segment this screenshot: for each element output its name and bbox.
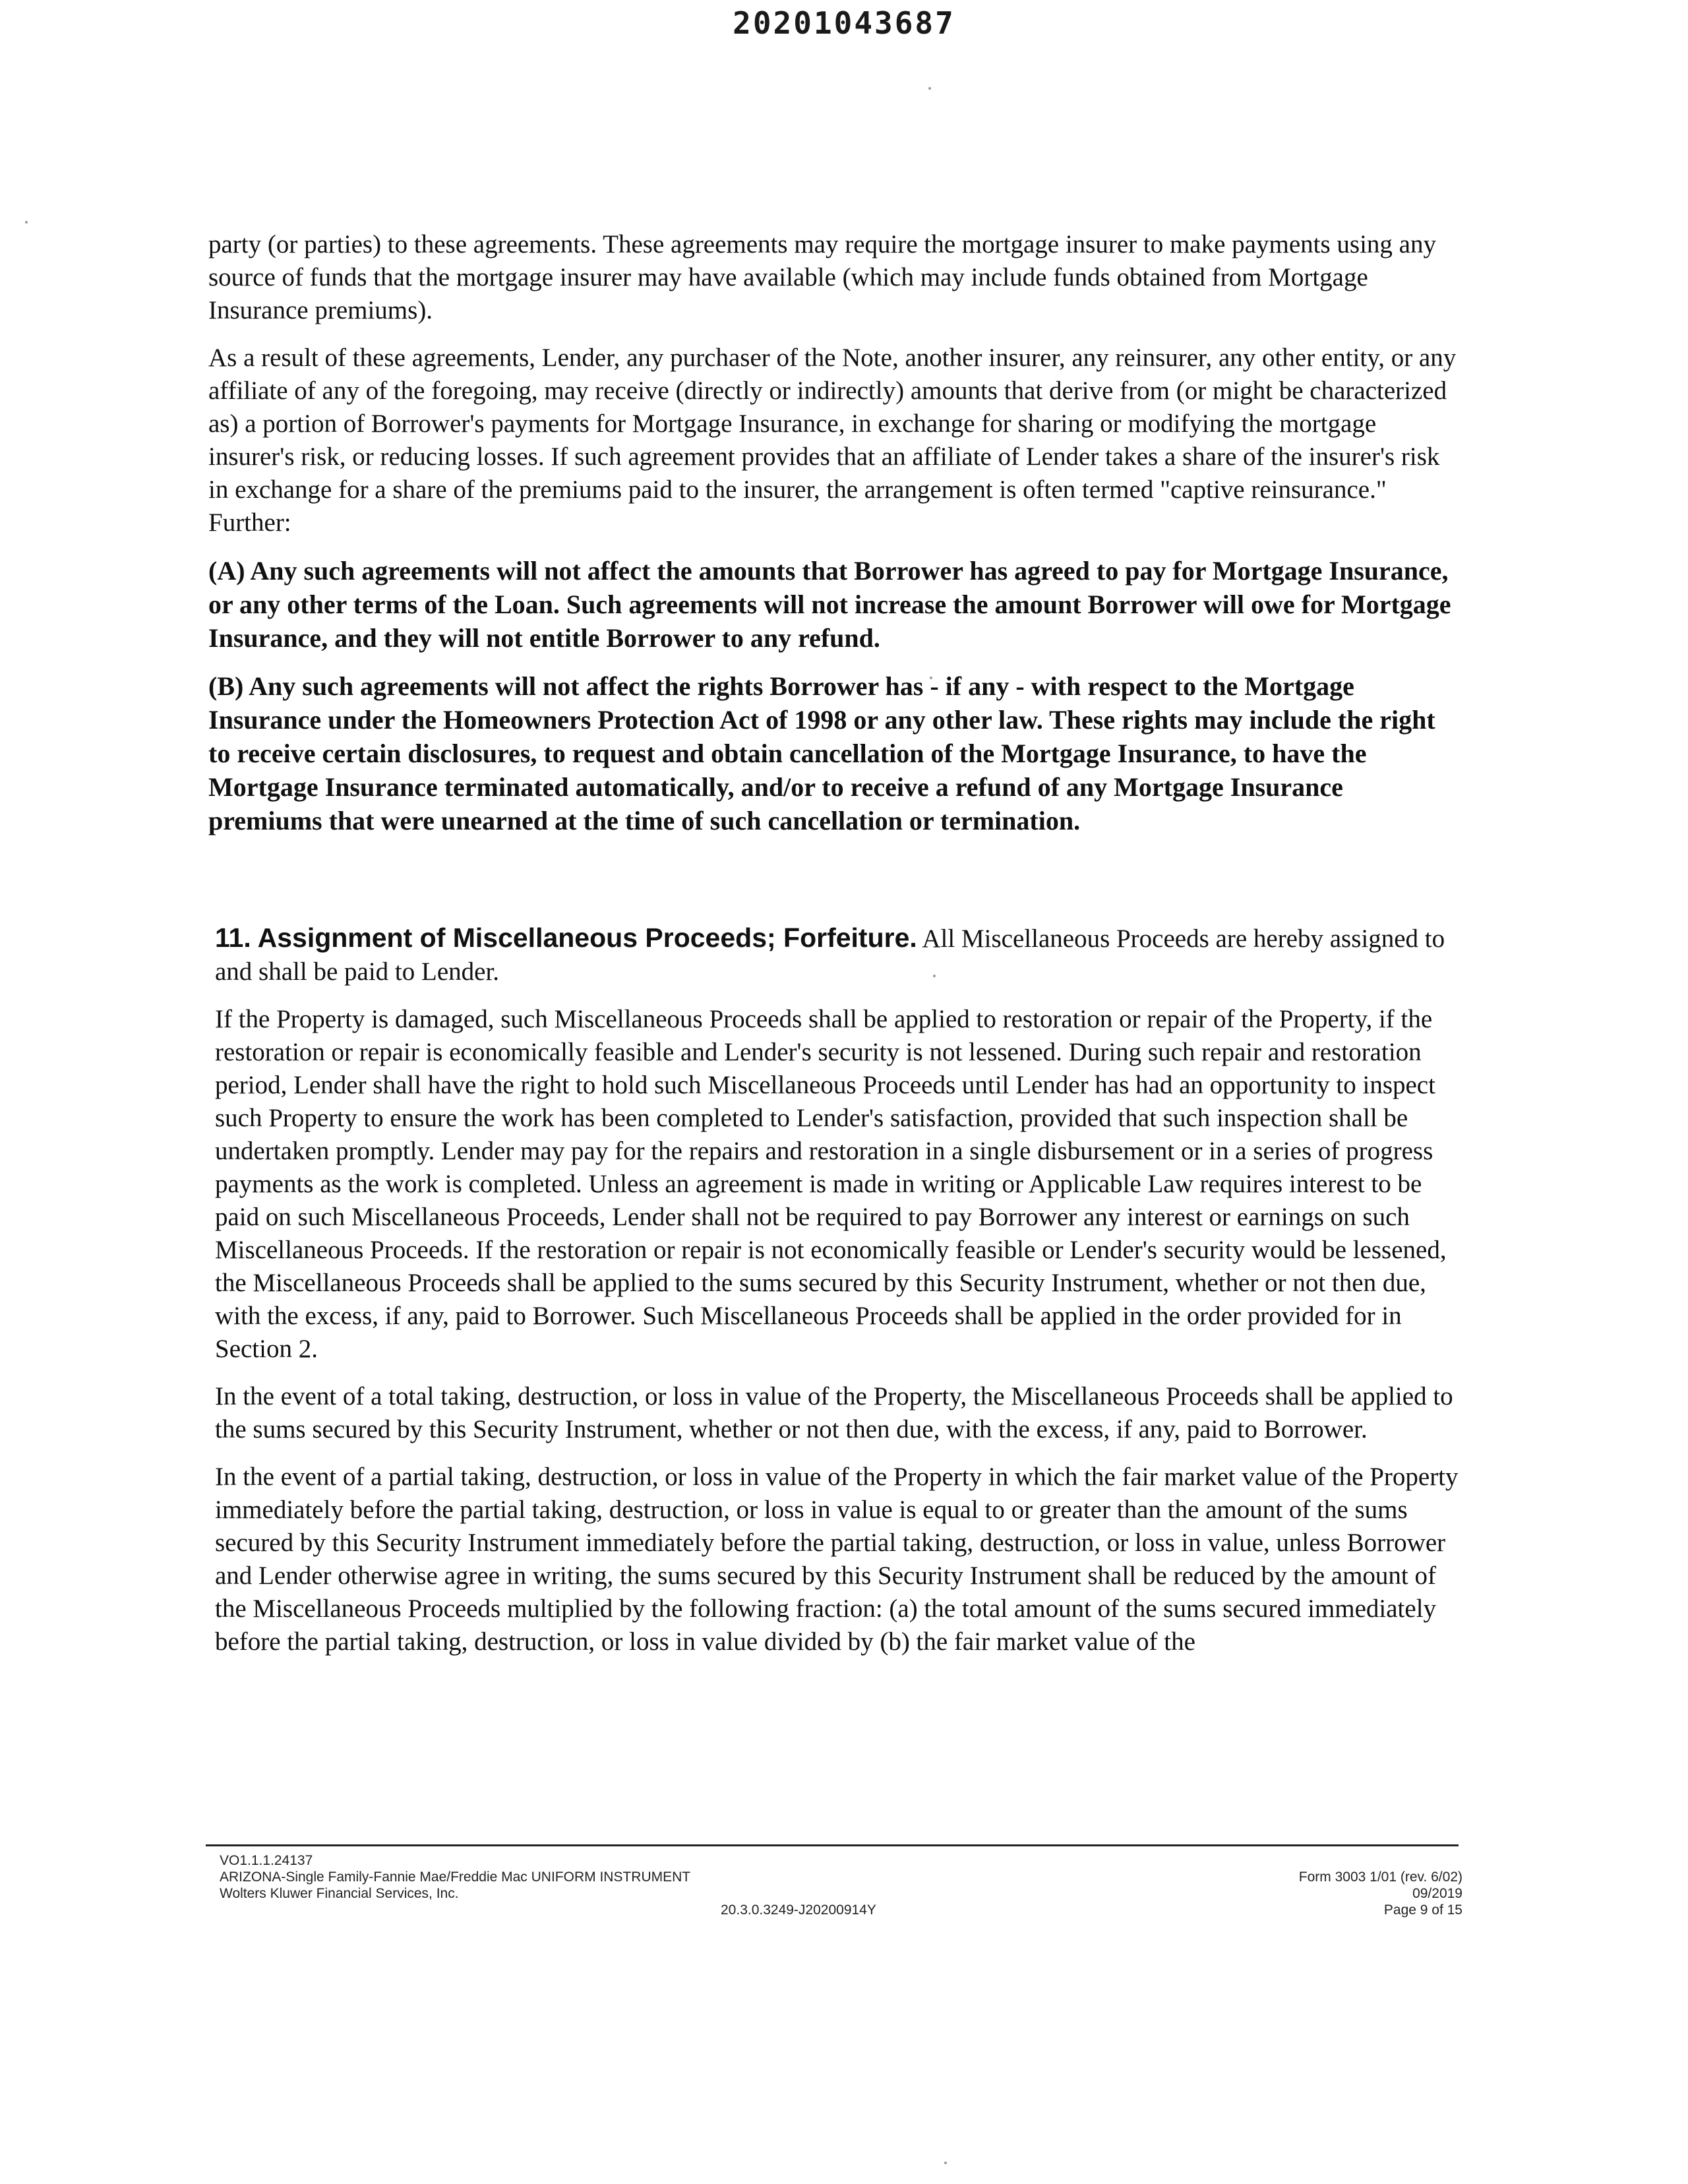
scan-speck — [25, 221, 28, 224]
paragraph-captive-reinsurance: As a result of these agreements, Lender, any purchaser of the Note, another insurer, any reinsurer, any other entity, or any affiliate of any of the foregoing, may receive (directly or indirectly) amounts that derive from (or might be characterized as) a portion of Borrower's payments for Mortgage Insurance, in exchange for sharing or modifying the mortgage insurer's risk, or reducing losses. If such agreement provides that an affiliate of Lender takes a share of the insurer's risk in exchange for a share of the premiums paid to the insurer, the arrangement is often termed "captive reinsurance." Further: — [208, 344, 1457, 537]
footer-divider — [206, 1844, 1459, 1846]
paragraph-total-taking: In the event of a total taking, destruction, or loss in value of the Property, the Miscellaneous Proceeds shall be applied to the sums secured by this Security Instrument, whether or not then due, with the excess, if any, paid to Borrower. — [215, 1382, 1453, 1443]
paragraph-clause-b: (B) Any such agreements will not affect the rights Borrower has - if any - with respect to the Mortgage Insurance under the Homeowners Protection Act of 1998 or any other law. These rights may include the right to receive certain disclosures, to request and obtain cancellation of the Mortgage Insurance, to have the Mortgage Insurance terminated automatically, and/or to receive a refund of any Mortgage Insurance premiums that were unearned at the time of such cancellation or termination. — [208, 671, 1435, 835]
section-11-lead-text: All Miscellaneous Proceeds are hereby assigned to and shall be paid to Lender. — [215, 925, 1445, 986]
footer-date: 09/2019 — [1412, 1886, 1462, 1901]
footer-form: Form 3003 1/01 (rev. 6/02) — [1298, 1869, 1462, 1885]
scan-speck — [944, 2162, 947, 2164]
recording-number: 20201043687 — [733, 5, 955, 41]
footer-code: 20.3.0.3249-J20200914Y — [721, 1902, 876, 1918]
footer-publisher: Wolters Kluwer Financial Services, Inc. — [220, 1886, 459, 1901]
paragraph-clause-a: (A) Any such agreements will not affect the amounts that Borrower has agreed to pay for Mortgage Insurance, or any other terms of the Loan. Such agreements will not increase the amount Borrower will owe for Mortgage Insurance, and they will not entitle Borrower to any refund. — [208, 556, 1451, 653]
body-lower — [215, 921, 1461, 1673]
scan-speck — [928, 87, 931, 90]
footer-right-block — [1299, 1869, 1462, 1918]
paragraph-property-damaged: If the Property is damaged, such Miscellaneous Proceeds shall be applied to restoration or repair of the Property, if the restoration or repair is economically feasible and Lender's security is not lessened. During such repair and restoration period, Lender shall have the right to hold such Miscellaneous Proceeds until Lender has had an opportunity to inspect such Property to ensure the work has been completed to Lender's satisfaction, provided that such inspection shall be undertaken promptly. Lender may pay for the repairs and restoration in a single disbursement or in a series of progress payments as the work is completed. Unless an agreement is made in writing or Applicable Law requires interest to be paid on such Miscellaneous Proceeds, Lender shall not be required to pay Borrower any interest or earnings on such Miscellaneous Proceeds. If the restoration or repair is not economically feasible or Lender's security would be lessened, the Miscellaneous Proceeds shall be applied to the sums secured by this Security Instrument, whether or not then due, with the excess, if any, paid to Borrower. Such Miscellaneous Proceeds shall be applied in the order provided for in Section 2. — [215, 1005, 1447, 1363]
footer-page-number: Page 9 of 15 — [1383, 1902, 1462, 1918]
section-11-intro — [215, 921, 1461, 988]
section-11-heading: 11. Assignment of Miscellaneous Proceeds; Forfeiture. — [215, 923, 917, 953]
body-upper — [208, 228, 1461, 852]
paragraph-partial-taking: In the event of a partial taking, destruction, or loss in value of the Property in which the fair market value of the Property immediately before the partial taking, destruction, or loss in value is equal to or greater than the amount of the sums secured by this Security Instrument immediately before the partial taking, destruction, or loss in value, unless Borrower and Lender otherwise agree in writing, the sums secured by this Security Instrument shall be reduced by the amount of the Miscellaneous Proceeds multiplied by the following fraction: (a) the total amount of the sums secured immediately before the partial taking, destruction, or loss in value divided by (b) the fair market value of the — [215, 1463, 1459, 1656]
footer-version: VO1.1.1.24137 — [220, 1853, 313, 1868]
paragraph-continuation: party (or parties) to these agreements. These agreements may require the mortgage insurer to make payments using any source of funds that the mortgage insurer may have available (which may include funds obtained from Mortgage Insurance premiums). — [208, 230, 1436, 324]
footer-left-block — [220, 1852, 690, 1902]
footer-instrument: ARIZONA-Single Family-Fannie Mae/Freddie Mac UNIFORM INSTRUMENT — [220, 1869, 691, 1885]
